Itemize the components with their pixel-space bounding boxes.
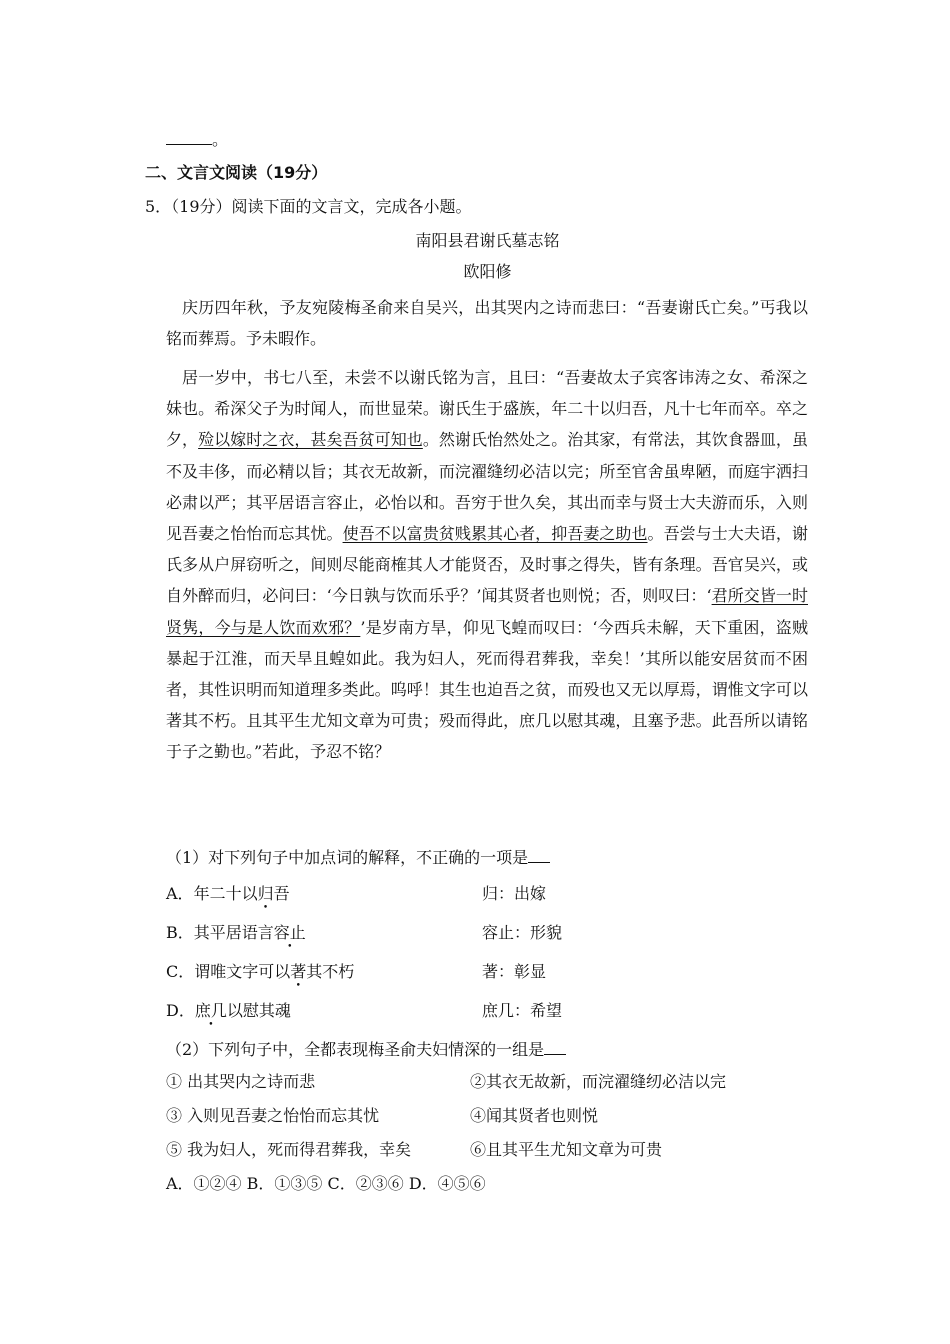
q2-item-1: ① 出其哭内之诗而悲 [166, 1072, 316, 1091]
passage-author: 欧阳修 [463, 262, 512, 281]
answer-blank[interactable] [528, 848, 550, 863]
answer-blank[interactable] [166, 130, 212, 145]
dotted-word: 著 [290, 962, 307, 981]
q2-item-3: ③ 入则见吾妻之怡怡而忘其忧 [166, 1106, 380, 1125]
previous-answer-blank-line [166, 130, 228, 150]
option-text: 其平居语言 [193, 923, 274, 942]
passage-title: 南阳县君谢氏墓志铭 [415, 231, 560, 250]
question-1-text: （1）对下列句子中加点词的解释，不正确的一项是 [166, 848, 529, 867]
text-segment: 居一岁中，书七八至，未尝不以谢氏铭为言，且曰：“吾妻故太子宾客讳涛之女、希深之妹也。希深父子为时闻人，而世显荣。谢氏生于盛族，年二十以归吾，凡十七年而卒。卒之夕， [166, 368, 808, 450]
q2-item-6: ⑥且其平生尤知文章为可贵 [470, 1140, 663, 1159]
option-letter: C． [166, 962, 195, 981]
underlined-sentence: 使吾不以富贵贫贱累其心者，抑吾妻之助也 [342, 524, 648, 544]
option-letter: B． [166, 923, 194, 942]
dotted-word: 庶几 [194, 1001, 227, 1020]
q1-option-d-gloss: 庶几：希望 [482, 1001, 563, 1020]
q2-item-5: ⑤ 我为妇人，死而得君葬我，幸矣 [166, 1140, 412, 1159]
passage-paragraph-1: 庆历四年秋，予友宛陵梅圣俞来自吴兴，出其哭内之诗而悲曰：“吾妻谢氏亡矣。”丐我以铭而葬焉。予未暇作。 [166, 298, 808, 349]
section-heading: 二、文言文阅读（19分） [145, 163, 328, 182]
question-1-stem [166, 848, 550, 868]
punctuation: 。 [212, 130, 229, 149]
option-text: 吾 [273, 884, 290, 903]
option-text: 谓唯文字可以 [194, 962, 291, 981]
option-text: 以慰其魂 [226, 1001, 291, 1020]
passage-paragraph-2 [166, 362, 808, 768]
option-text: 其不朽 [306, 962, 355, 981]
q1-option-b-gloss: 容止：形貌 [482, 923, 563, 942]
q1-option-a-gloss: 归：出嫁 [482, 884, 547, 903]
underlined-sentence: 君所交皆一时贤隽，今与是人饮而欢邪？ [166, 586, 808, 637]
q2-answer-choices[interactable]: A．①②④ B．①③⑤ C．②③⑥ D．④⑤⑥ [166, 1174, 486, 1193]
dotted-word: 容止 [273, 923, 306, 942]
q2-item-2: ②其衣无故新，而浣濯缝纫必洁以完 [470, 1072, 727, 1091]
option-text: 年二十以 [193, 884, 258, 903]
option-letter: D． [166, 1001, 195, 1020]
q1-option-b[interactable] [166, 923, 306, 943]
text-segment: 。然谢氏怡然处之。治其家，有常法，其饮食器皿，虽不及丰侈，而必精以旨；其衣无故新，而浣濯缝纫必洁以完；所至官舍虽卑陋，而庭宇洒扫必肃以严；其平居语言容止，必怡以和。吾穷于世久矣，其出而幸与贤士大夫游而乐，入则见吾妻之怡怡而忘其忧。 [166, 430, 808, 544]
q1-option-c-gloss: 著：彰显 [482, 962, 547, 981]
q2-item-4: ④闻其贤者也则悦 [470, 1106, 599, 1125]
question-2-text: （2）下列句子中，全都表现梅圣俞夫妇情深的一组是 [166, 1040, 545, 1059]
q1-option-d[interactable] [166, 1001, 291, 1021]
answer-blank[interactable] [544, 1040, 566, 1055]
dotted-word: 归 [257, 884, 274, 903]
option-letter: A． [166, 884, 194, 903]
underlined-sentence: 殓以嫁时之衣，甚矣吾贫可知也 [198, 430, 423, 450]
q1-option-a[interactable] [166, 884, 290, 904]
text-segment: 。吾尝与士大夫语，谢氏多从户屏窃听之，间则尽能商榷其人才能贤否，及时事之得失，皆有条理。吾官吴兴，或自外醉而归，必问曰：‘今日孰与饮而乐乎？’闻其贤者也则悦；否，则叹曰：‘ [166, 524, 808, 606]
text-segment: ’是岁南方旱，仰见飞蝗而叹曰：‘今西兵未解，天下重困，盗贼暴起于江淮，而天旱且蝗如此。我为妇人，死而得君葬我，幸矣！’其所以能安居贫而不困者，其性识明而知道理多类此。呜呼！其生也迫吾之贫，而殁也又无以厚焉，谓惟文字可以著其不朽。且其平生尤知文章为可贵；殁而得此，庶几以慰其魂，且塞予悲。此吾所以请铭于子之勤也。”若此，予忍不铭？ [166, 617, 808, 762]
question-intro: 5．（19分）阅读下面的文言文，完成各小题。 [145, 197, 472, 216]
q1-option-c[interactable] [166, 962, 354, 982]
question-2-stem [166, 1040, 566, 1060]
